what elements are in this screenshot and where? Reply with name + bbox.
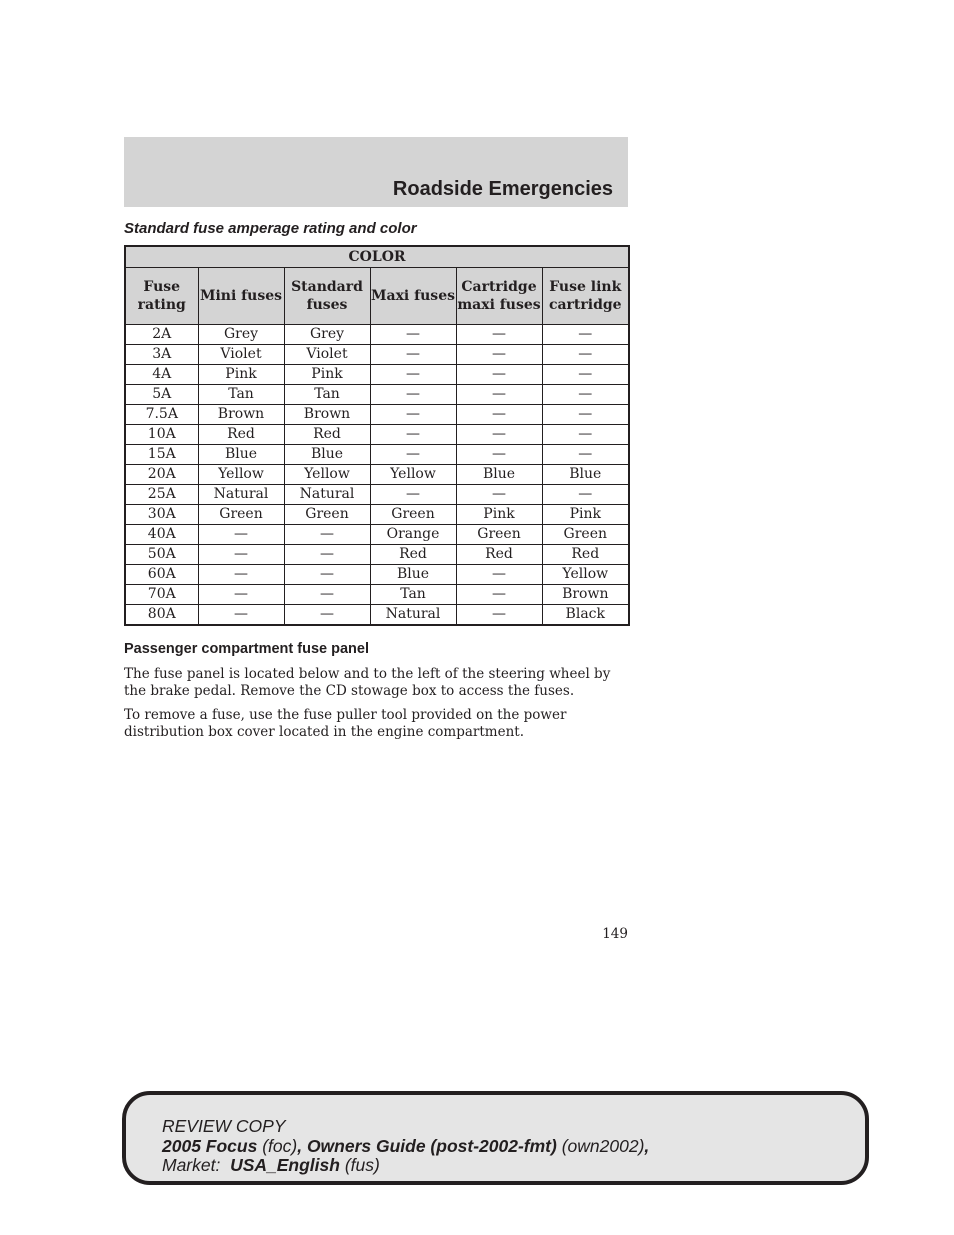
- table-cell: Violet: [198, 345, 284, 365]
- table-cell: Red: [370, 545, 456, 565]
- table-row: [125, 505, 629, 525]
- table-row: [125, 465, 629, 485]
- table-cell: Yellow: [284, 465, 370, 485]
- table-row: [125, 345, 629, 365]
- table-cell: Tan: [370, 585, 456, 605]
- table-cell: —: [198, 545, 284, 565]
- table-cell: Red: [284, 425, 370, 445]
- table-row: [125, 605, 629, 626]
- section-header-band: [124, 137, 628, 207]
- table-cell: —: [542, 345, 629, 365]
- table-cell: —: [370, 365, 456, 385]
- table-cell: Brown: [542, 585, 629, 605]
- table-cell: —: [198, 605, 284, 626]
- table-cell: —: [456, 325, 542, 345]
- table-cell: Red: [542, 545, 629, 565]
- table-cell: —: [456, 385, 542, 405]
- table-cell: Pink: [542, 505, 629, 525]
- table-cell: 60A: [125, 565, 198, 585]
- table-cell: 30A: [125, 505, 198, 525]
- table-row: [125, 365, 629, 385]
- table-cell: Pink: [198, 365, 284, 385]
- table-cell: —: [456, 485, 542, 505]
- table-cell: 40A: [125, 525, 198, 545]
- table-cell: Yellow: [370, 465, 456, 485]
- table-cell: —: [198, 565, 284, 585]
- table-cell: Natural: [198, 485, 284, 505]
- table-cell: 10A: [125, 425, 198, 445]
- table-row: [125, 385, 629, 405]
- table-cell: —: [542, 405, 629, 425]
- table-cell: —: [542, 445, 629, 465]
- table-cell: —: [284, 525, 370, 545]
- table-cell: —: [198, 585, 284, 605]
- table-cell: —: [284, 585, 370, 605]
- footer-market: USA_English: [230, 1155, 340, 1175]
- table-cell: Orange: [370, 525, 456, 545]
- table-cell: —: [456, 405, 542, 425]
- fuse-color-table: [124, 245, 630, 626]
- table-cell: —: [542, 385, 629, 405]
- table-cell: Pink: [456, 505, 542, 525]
- table-cell: Grey: [198, 325, 284, 345]
- table-cell: —: [370, 445, 456, 465]
- table-cell: —: [456, 345, 542, 365]
- table-row: [125, 565, 629, 585]
- footer-guide: Owners Guide (post-2002-fmt): [306, 1135, 557, 1156]
- table-cell: Yellow: [198, 465, 284, 485]
- column-header: Fuse link cartridge: [542, 268, 629, 325]
- table-cell: Pink: [284, 365, 370, 385]
- table-cell: —: [456, 605, 542, 626]
- table-cell: 5A: [125, 385, 198, 405]
- table-cell: 7.5A: [125, 405, 198, 425]
- page-number: 149: [602, 926, 628, 942]
- table-cell: —: [456, 565, 542, 585]
- table-row: [125, 585, 629, 605]
- table-cell: —: [542, 365, 629, 385]
- table-cell: —: [542, 325, 629, 345]
- column-header: Standard fuses: [284, 268, 370, 325]
- table-cell: —: [456, 365, 542, 385]
- table-cell: 2A: [125, 325, 198, 345]
- table-cell: Green: [542, 525, 629, 545]
- table-cell: —: [198, 525, 284, 545]
- table-cell: —: [542, 485, 629, 505]
- table-cell: Tan: [284, 385, 370, 405]
- table-row: [125, 325, 629, 345]
- table-cell: —: [284, 565, 370, 585]
- table-cell: 3A: [125, 345, 198, 365]
- table-cell: —: [456, 425, 542, 445]
- footer-text: [162, 1117, 852, 1176]
- footer-model-code: (foc): [262, 1135, 298, 1156]
- table-cell: Brown: [198, 405, 284, 425]
- table-cell: Natural: [284, 485, 370, 505]
- table-row: [125, 445, 629, 465]
- table-cell: —: [456, 445, 542, 465]
- table-caption: Standard fuse amperage rating and color: [124, 220, 417, 237]
- table-cell: —: [284, 545, 370, 565]
- table-cell: 70A: [125, 585, 198, 605]
- footer-model: 2005 Focus: [162, 1135, 258, 1156]
- table-cell: 50A: [125, 545, 198, 565]
- table-cell: —: [456, 585, 542, 605]
- table-cell: Blue: [198, 445, 284, 465]
- table-cell: —: [284, 605, 370, 626]
- paragraph: The fuse panel is located below and to the left of the steering wheel by the brake pedal. Remove the CD stowage box to access the fuses.: [124, 666, 611, 699]
- column-header: Fuse rating: [125, 268, 198, 325]
- table-cell: Brown: [284, 405, 370, 425]
- table-cell: —: [370, 425, 456, 445]
- table-cell: Green: [198, 505, 284, 525]
- footer-market-code: (fus): [344, 1155, 380, 1175]
- table-cell: Red: [456, 545, 542, 565]
- table-cell: Green: [284, 505, 370, 525]
- table-cell: 20A: [125, 465, 198, 485]
- table-cell: Black: [542, 605, 629, 626]
- table-row: [125, 525, 629, 545]
- table-row: [125, 425, 629, 445]
- footer-market-label: Market:: [162, 1155, 231, 1175]
- table-cell: Blue: [456, 465, 542, 485]
- table-cell: Natural: [370, 605, 456, 626]
- table-row: [125, 545, 629, 565]
- table-cell: 4A: [125, 365, 198, 385]
- section-title: Roadside Emergencies: [392, 178, 613, 200]
- table-cell: 15A: [125, 445, 198, 465]
- table-cell: Red: [198, 425, 284, 445]
- table-row: [125, 485, 629, 505]
- table-cell: 80A: [125, 605, 198, 626]
- footer-separator: ,: [644, 1135, 650, 1156]
- table-cell: 25A: [125, 485, 198, 505]
- column-header: Mini fuses: [198, 268, 284, 325]
- table-cell: Violet: [284, 345, 370, 365]
- table-cell: —: [542, 425, 629, 445]
- footer-review-copy: REVIEW COPY: [162, 1116, 286, 1136]
- section-heading: Passenger compartment fuse panel: [124, 641, 369, 657]
- table-cell: Green: [456, 525, 542, 545]
- column-header: Cartridge maxi fuses: [456, 268, 542, 325]
- table-cell: Blue: [370, 565, 456, 585]
- table-cell: —: [370, 485, 456, 505]
- footer-separator: ,: [297, 1135, 307, 1156]
- table-cell: Blue: [284, 445, 370, 465]
- column-header: Maxi fuses: [370, 268, 456, 325]
- table-cell: —: [370, 405, 456, 425]
- color-group-header: COLOR: [125, 246, 629, 268]
- table-cell: Grey: [284, 325, 370, 345]
- table-cell: Blue: [542, 465, 629, 485]
- table-cell: Green: [370, 505, 456, 525]
- table-cell: —: [370, 325, 456, 345]
- table-cell: Tan: [198, 385, 284, 405]
- table-row: [125, 405, 629, 425]
- paragraph: To remove a fuse, use the fuse puller tool provided on the power distribution box cover located in the engine compartment.: [124, 707, 567, 740]
- table-cell: Yellow: [542, 565, 629, 585]
- table-cell: —: [370, 385, 456, 405]
- footer-guide-code: (own2002): [561, 1135, 645, 1156]
- table-cell: —: [370, 345, 456, 365]
